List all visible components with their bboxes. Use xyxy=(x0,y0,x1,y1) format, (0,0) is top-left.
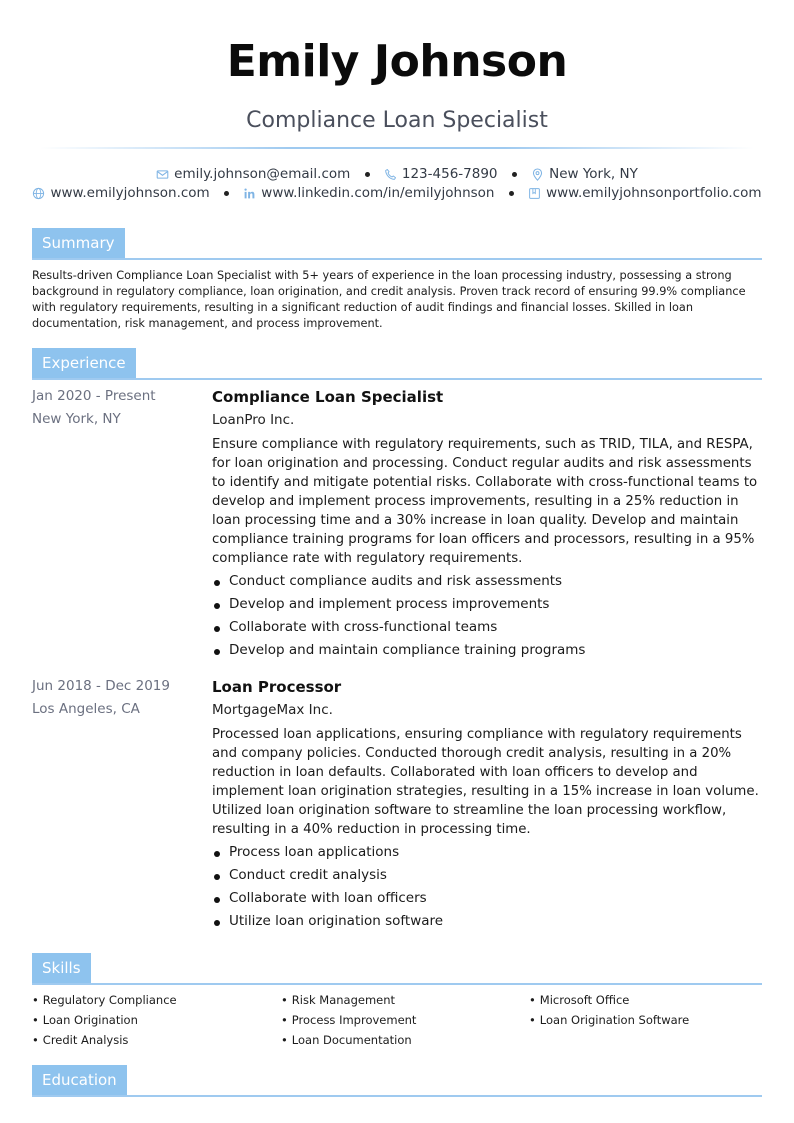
experience-bullet: Collaborate with loan officers xyxy=(212,889,762,912)
linkedin-icon xyxy=(243,187,256,200)
contact-website-text: www.emilyjohnson.com xyxy=(50,185,210,201)
experience-title: Loan Processor xyxy=(212,678,342,696)
experience-body xyxy=(212,678,762,935)
skills-column xyxy=(32,992,272,1052)
contact-phone[interactable] xyxy=(384,166,498,182)
section-skills-title: Skills xyxy=(32,953,91,983)
experience-bullet: Utilize loan origination software xyxy=(212,912,762,935)
contact-linkedin-text: www.linkedin.com/in/emilyjohnson xyxy=(261,185,495,201)
experience-title: Compliance Loan Specialist xyxy=(212,388,444,406)
experience-company: LoanPro Inc. xyxy=(212,412,295,428)
section-experience-header xyxy=(32,348,762,380)
section-experience-title: Experience xyxy=(32,348,136,378)
separator-dot xyxy=(512,172,517,177)
summary-text: Results-driven Compliance Loan Specialist with 5+ years of experience in the loan processing industry, possessing a strong background in regulatory compliance, loan origination, and credit analysis. Proven track record of ensuring 99.9% compliance with regulatory requirements, resulting in a significant reduction of audit findings and financial losses. Skilled in loan documentation, risk management, and process improvement. xyxy=(32,269,746,330)
experience-bullet: Develop and maintain compliance training programs xyxy=(212,641,762,664)
section-summary-title: Summary xyxy=(32,228,125,258)
experience-bullet: Develop and implement process improvements xyxy=(212,595,762,618)
experience-dates: Jan 2020 - Present xyxy=(32,388,156,404)
skill-item: • Regulatory Compliance xyxy=(32,992,272,1012)
contact-linkedin[interactable] xyxy=(243,185,494,201)
candidate-name: Emily Johnson xyxy=(226,36,568,87)
skill-item: • Risk Management xyxy=(281,992,521,1012)
experience-description: Processed loan applications, ensuring compliance with regulatory requirements and company policies. Conducted thorough credit analysis, resulting in a 20% reduction in loan defaults. Collaborated with loan officers to develop and implement loan origination strategies, resulting in a 15% increase in loan volume. Utilized loan origination software to streamline the loan processing workflow, resulting in a 40% reduction in processing time. xyxy=(212,727,759,837)
experience-dates: Jun 2018 - Dec 2019 xyxy=(32,678,170,694)
experience-bullet: Conduct compliance audits and risk assessments xyxy=(212,572,762,595)
contact-portfolio-text: www.emilyjohnsonportfolio.com xyxy=(546,185,762,201)
separator-dot xyxy=(365,172,370,177)
skill-item: • Loan Origination Software xyxy=(529,1012,769,1032)
skill-item: • Credit Analysis xyxy=(32,1032,272,1052)
portfolio-icon xyxy=(528,187,541,200)
skill-item: • Loan Documentation xyxy=(281,1032,521,1052)
experience-bullets xyxy=(212,572,762,664)
experience-bullet: Process loan applications xyxy=(212,843,762,866)
skill-item: • Process Improvement xyxy=(281,1012,521,1032)
contact-email-text: emily.johnson@email.com xyxy=(174,166,351,182)
contact-location xyxy=(531,166,638,182)
contact-website[interactable] xyxy=(32,185,209,201)
candidate-title: Compliance Loan Specialist xyxy=(246,108,548,133)
contact-phone-text: 123-456-7890 xyxy=(401,166,498,182)
experience-bullets xyxy=(212,843,762,935)
experience-bullet: Conduct credit analysis xyxy=(212,866,762,889)
contact-row-primary xyxy=(0,166,794,182)
globe-icon xyxy=(32,187,45,200)
skill-item: • Loan Origination xyxy=(32,1012,272,1032)
experience-location: Los Angeles, CA xyxy=(32,701,140,717)
separator-dot xyxy=(224,191,229,196)
section-skills-header xyxy=(32,953,762,985)
skills-column xyxy=(281,992,521,1052)
experience-meta xyxy=(32,388,202,434)
envelope-icon xyxy=(156,168,169,181)
experience-description: Ensure compliance with regulatory requirements, such as TRID, TILA, and RESPA, for loan origination and processing. Conduct regular audits and risk assessments to identify and mitigate potential risks. Collaborate with cross-functional teams to develop and implement process improvements, resulting in a 25% reduction in loan processing time and a 30% increase in loan quality. Develop and maintain compliance training programs for loan officers and processors, resulting in a 95% compliance rate with regulatory requirements. xyxy=(212,437,758,566)
contact-email[interactable] xyxy=(156,166,350,182)
phone-icon xyxy=(384,168,397,181)
contact-portfolio[interactable] xyxy=(528,185,761,201)
experience-company: MortgageMax Inc. xyxy=(212,702,333,718)
contact-row-links xyxy=(0,185,794,201)
separator-dot xyxy=(509,191,514,196)
section-education-title: Education xyxy=(32,1065,127,1095)
skill-item: • Microsoft Office xyxy=(529,992,769,1012)
header-divider xyxy=(40,147,754,149)
experience-location: New York, NY xyxy=(32,411,121,427)
experience-meta xyxy=(32,678,202,724)
section-summary-header xyxy=(32,228,762,260)
skills-column xyxy=(529,992,769,1032)
experience-bullet: Collaborate with cross-functional teams xyxy=(212,618,762,641)
contact-location-text: New York, NY xyxy=(549,166,638,182)
section-education-header xyxy=(32,1065,762,1097)
experience-body xyxy=(212,388,762,664)
map-pin-icon xyxy=(531,168,544,181)
